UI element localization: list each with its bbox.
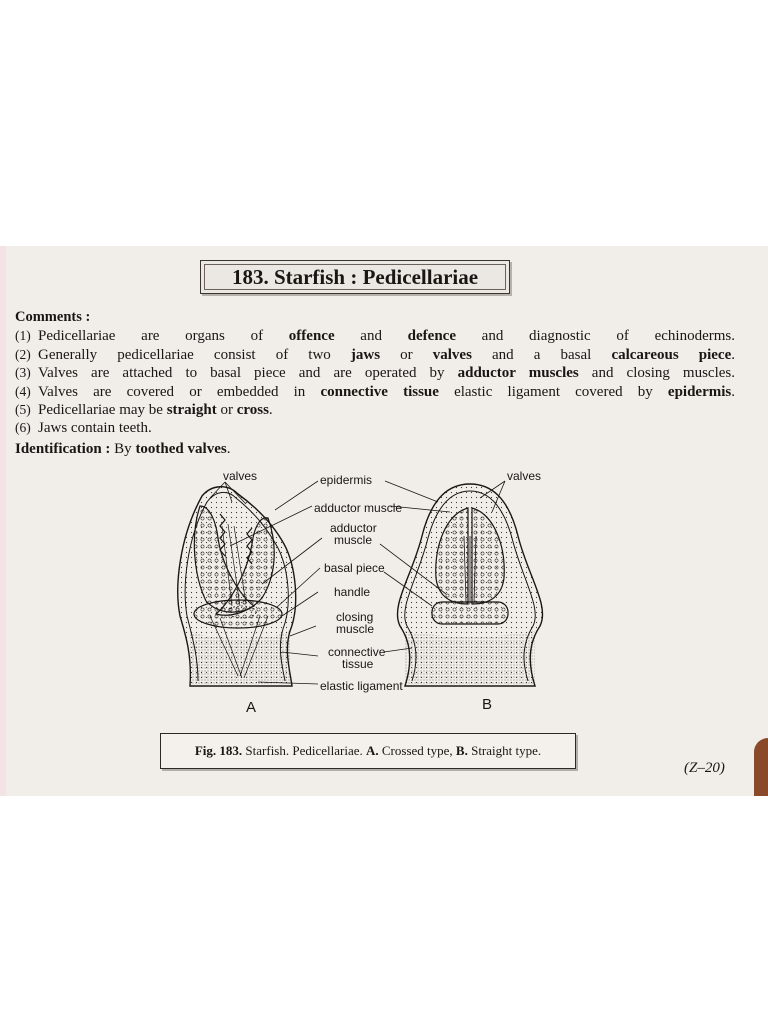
comment-keyword: epidermis [667, 383, 732, 400]
figure-a-drawing [178, 487, 296, 686]
comment-text [38, 346, 735, 364]
page-edge [0, 246, 6, 796]
comment-fragment: and a basal [471, 346, 612, 363]
label-closing-line1: closing [336, 610, 374, 624]
caption-fig-label: Fig. 183. [194, 743, 243, 758]
label-adductor-line1: adductor [330, 521, 377, 535]
comment-number: (1) [15, 328, 31, 344]
comment-fragment: Generally pedicellariae consist of two [38, 346, 351, 363]
label-connective-line1: connective [328, 645, 386, 659]
comment-item [15, 383, 735, 401]
page-code: (Z–20) [684, 760, 725, 776]
label-handle: handle [334, 585, 371, 599]
identification-label: Identification : [15, 440, 111, 457]
label-closing-line2: muscle [336, 622, 375, 636]
comment-item [15, 327, 735, 345]
identification-pre: By [114, 440, 136, 457]
comment-fragment: or [216, 402, 237, 419]
caption-text1: Starfish. Pedicellariae. [242, 743, 366, 758]
pedicellariae-figure [150, 466, 590, 716]
figure-letter-a: A [246, 699, 257, 716]
comment-number: (3) [15, 365, 31, 381]
comment-keyword: jaws [350, 346, 381, 363]
comment-fragment: Valves are attached to basal piece and are operated by [38, 365, 458, 382]
comment-text [38, 364, 735, 382]
comment-item [15, 401, 735, 419]
comments-list [15, 327, 735, 437]
comment-text [38, 327, 735, 345]
comment-number: (5) [15, 402, 31, 418]
figure-caption [160, 733, 576, 769]
caption-text3: Straight type. [467, 743, 542, 758]
comment-fragment: Valves are covered or embedded in [38, 383, 321, 400]
comment-item [15, 419, 735, 437]
identification-bold: toothed valves [135, 440, 227, 457]
comment-text [38, 401, 735, 419]
comment-fragment: or [380, 346, 433, 363]
comment-keyword: cross [236, 402, 269, 419]
comment-keyword: offence [288, 328, 335, 345]
label-basal-piece: basal piece [324, 561, 385, 575]
comment-keyword: calcareous piece [611, 346, 732, 363]
comments-heading: Comments : [15, 309, 91, 325]
comment-number: (6) [15, 420, 31, 436]
title-box [200, 260, 510, 294]
comment-keyword: valves [432, 346, 472, 363]
comment-text [38, 419, 735, 437]
comments-block [15, 308, 735, 458]
comment-text [38, 383, 735, 401]
comment-keyword: straight [166, 402, 217, 419]
comment-fragment: elastic ligament covered by [438, 383, 668, 400]
label-valves-a: valves [223, 469, 258, 483]
comment-fragment: . [268, 402, 273, 419]
label-epidermis: epidermis [320, 473, 373, 487]
caption-a: A. [366, 743, 379, 758]
caption-text2: Crossed type, [378, 743, 456, 758]
identification-post: . [226, 440, 231, 457]
comment-fragment: and diagnostic of echinoderms. [455, 328, 735, 345]
comment-fragment: . [731, 383, 735, 400]
comment-item [15, 364, 735, 382]
comment-fragment: and closing muscles. [578, 365, 735, 382]
comment-keyword: defence [407, 328, 456, 345]
comment-keyword: adductor muscles [457, 365, 579, 382]
comment-number: (2) [15, 346, 31, 362]
comment-fragment: . [731, 346, 735, 363]
comment-fragment: Pedicellariae are organs of [38, 328, 289, 345]
comment-fragment: and [334, 328, 408, 345]
figure-letter-b: B [482, 696, 493, 713]
identification-line [15, 440, 735, 458]
book-page [0, 246, 768, 796]
label-valves-b: valves [507, 469, 542, 483]
label-adductor-line2: muscle [334, 533, 373, 547]
caption-b: B. [455, 743, 468, 758]
page-tab-corner [754, 738, 768, 796]
comment-item [15, 346, 735, 364]
comment-fragment: Pedicellariae may be [38, 402, 167, 419]
figure-b-drawing [397, 484, 542, 686]
comment-fragment: Jaws contain teeth. [38, 420, 152, 437]
comment-keyword: connective tissue [320, 383, 439, 400]
page-title: 183. Starfish : Pedicellariae [204, 264, 506, 290]
label-elastic-ligament: elastic ligament [320, 679, 403, 693]
label-adductor-muscle: adductor muscle [314, 501, 403, 515]
comment-number: (4) [15, 383, 31, 399]
label-connective-line2: tissue [342, 657, 374, 671]
